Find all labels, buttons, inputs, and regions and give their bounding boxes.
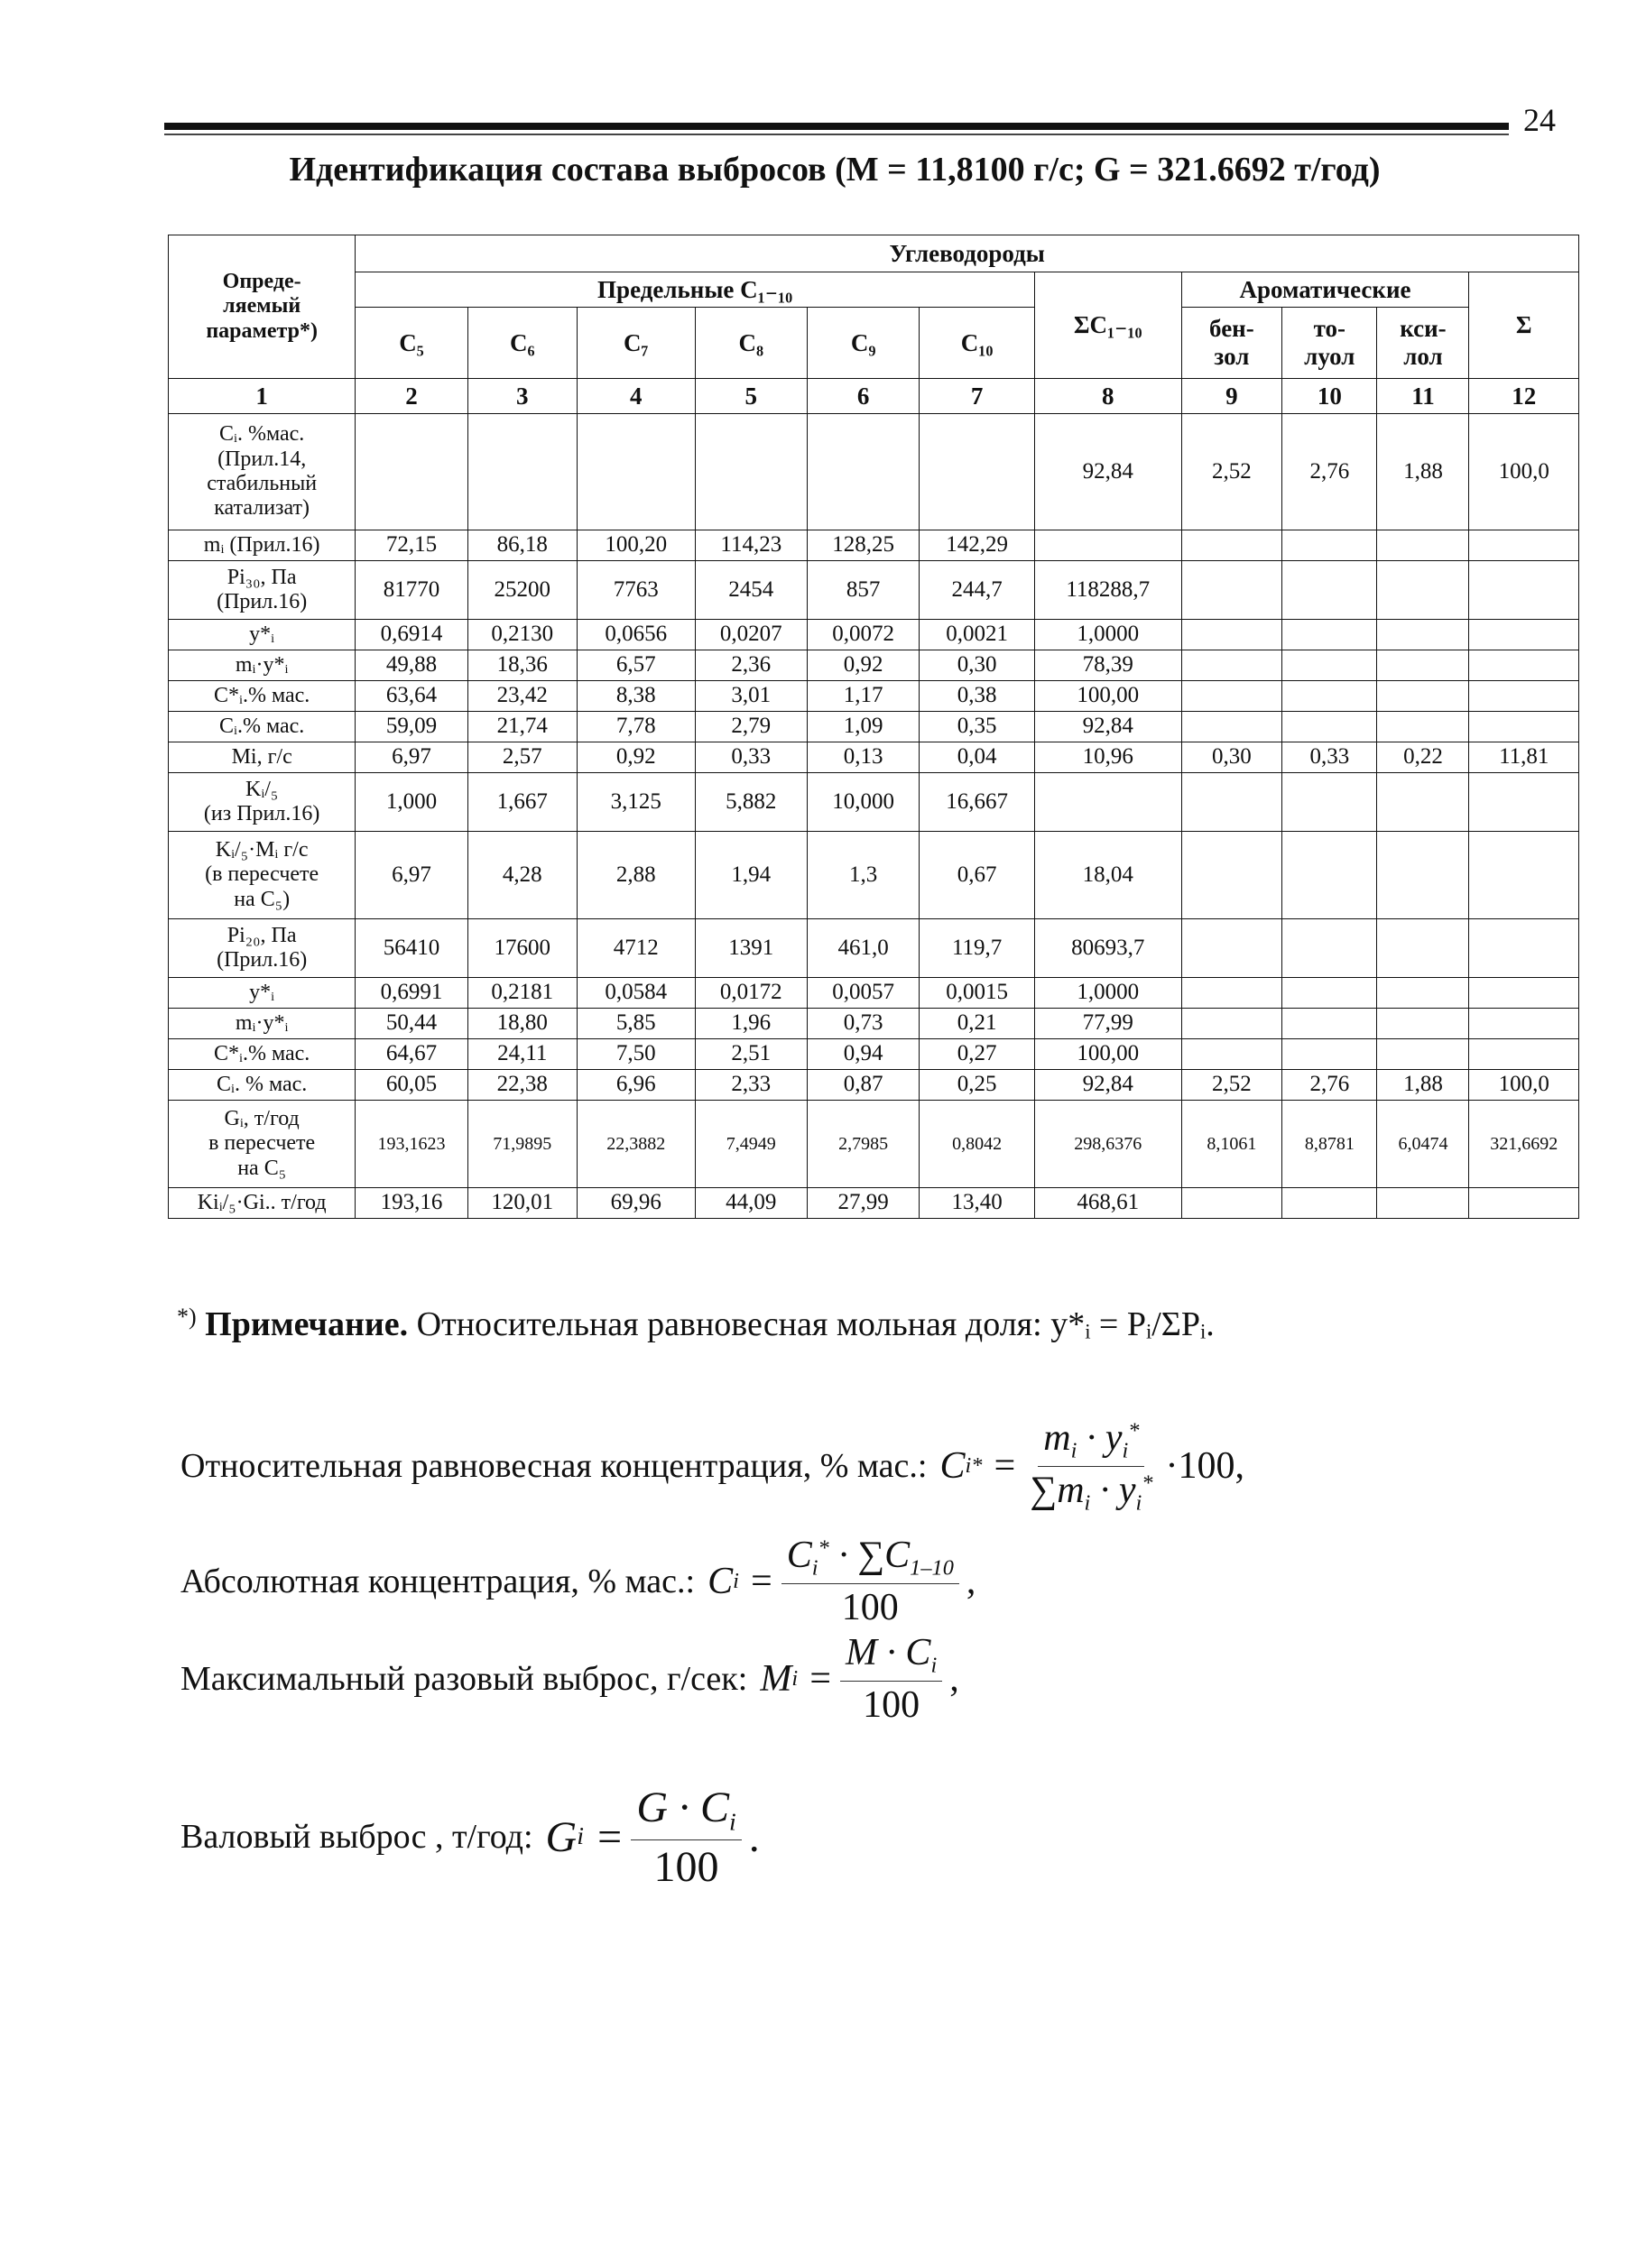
- table-cell: 8,38: [577, 681, 695, 712]
- table-cell: 114,23: [695, 530, 807, 561]
- limit-hydrocarbons-header: Предельные C₁₋₁₀: [356, 272, 1035, 308]
- table-cell: 0,0172: [695, 978, 807, 1009]
- row-parameter: Mi, г/с: [169, 742, 356, 773]
- table-cell: 0,0072: [807, 620, 919, 650]
- column-header-c10: C₁₀: [920, 308, 1035, 379]
- column-header-aromatic-3: кси- лол: [1377, 308, 1469, 379]
- table-row: [169, 650, 1579, 681]
- note-label: Примечание.: [205, 1305, 409, 1343]
- table-cell: [1282, 681, 1377, 712]
- table-row: [169, 620, 1579, 650]
- table-cell: 63,64: [356, 681, 467, 712]
- column-number: 7: [920, 379, 1035, 414]
- table-cell: 64,67: [356, 1039, 467, 1070]
- column-header-c7: C₇: [577, 308, 695, 379]
- table-cell: 298,6376: [1034, 1101, 1181, 1188]
- table-row: [169, 561, 1579, 620]
- formula-relative: [180, 1416, 1244, 1516]
- formula-max-denominator: 100: [863, 1683, 920, 1726]
- row-parameter: Cᵢ. %мас. (Прил.14, стабильный катализат): [169, 414, 356, 530]
- table-row: [169, 773, 1579, 832]
- formula-max-label: Максимальный разовый выброс, г/сек:: [180, 1659, 748, 1698]
- table-cell: 0,6991: [356, 978, 467, 1009]
- document-title: Идентификация состава выбросов (M = 11,8100 г/с; G = 321.6692 т/год): [289, 151, 1381, 189]
- table-cell: 7,50: [577, 1039, 695, 1070]
- table-cell: 16,667: [920, 773, 1035, 832]
- table-cell: 0,2130: [467, 620, 577, 650]
- table-cell: 50,44: [356, 1009, 467, 1039]
- table-cell: [1469, 530, 1579, 561]
- row-parameter: Cᵢ. % мас.: [169, 1070, 356, 1101]
- column-header-c9: C₉: [807, 308, 919, 379]
- table-cell: [467, 414, 577, 530]
- table-cell: 6,97: [356, 742, 467, 773]
- table-cell: 5,882: [695, 773, 807, 832]
- formula-max-expression: M i = $\frac{M \cdot C_i}{100}$ ,: [760, 1632, 959, 1726]
- table-cell: [1181, 650, 1282, 681]
- table-cell: [807, 414, 919, 530]
- table-cell: 11,81: [1469, 742, 1579, 773]
- table-cell: 0,73: [807, 1009, 919, 1039]
- table-cell: 0,35: [920, 712, 1035, 742]
- table-cell: [1377, 919, 1469, 978]
- table-cell: 27,99: [807, 1188, 919, 1219]
- column-number: 8: [1034, 379, 1181, 414]
- table-cell: 0,0015: [920, 978, 1035, 1009]
- table-cell: 244,7: [920, 561, 1035, 620]
- table-cell: [1377, 773, 1469, 832]
- table-cell: [1469, 561, 1579, 620]
- table-cell: 2,51: [695, 1039, 807, 1070]
- table-cell: 1,17: [807, 681, 919, 712]
- table-cell: [1282, 978, 1377, 1009]
- table-cell: 3,125: [577, 773, 695, 832]
- param-header-line-1: Опреде-: [222, 269, 301, 293]
- table-cell: 7763: [577, 561, 695, 620]
- column-number: 1: [169, 379, 356, 414]
- table-cell: 69,96: [577, 1188, 695, 1219]
- column-header-aromatic-1: бен- зол: [1181, 308, 1282, 379]
- table-cell: 0,38: [920, 681, 1035, 712]
- table-cell: [1469, 919, 1579, 978]
- table-row: [169, 1070, 1579, 1101]
- table-cell: 6,57: [577, 650, 695, 681]
- table-cell: 0,13: [807, 742, 919, 773]
- table-cell: 0,92: [577, 742, 695, 773]
- formula-gross-expression: G i = $\frac{G \cdot C_i}{100}$ .: [545, 1784, 760, 1891]
- column-number-row: [169, 379, 1579, 414]
- column-header-c5: C₅: [356, 308, 467, 379]
- table-cell: 0,0057: [807, 978, 919, 1009]
- table-cell: 10,96: [1034, 742, 1181, 773]
- table-cell: [920, 414, 1035, 530]
- table-cell: 0,87: [807, 1070, 919, 1101]
- table-cell: 1,0000: [1034, 978, 1181, 1009]
- column-number: 4: [577, 379, 695, 414]
- table-body: [169, 414, 1579, 1219]
- table-cell: 8,8781: [1282, 1101, 1377, 1188]
- column-number: 12: [1469, 379, 1579, 414]
- formula-absolute-fraction: $\frac{C_i^* \cdot \sum C_{1-10}}{100}$: [781, 1534, 959, 1629]
- table-cell: [1377, 530, 1469, 561]
- table-cell: 13,40: [920, 1188, 1035, 1219]
- table-cell: 0,25: [920, 1070, 1035, 1101]
- table-cell: [1282, 1009, 1377, 1039]
- table-cell: 18,04: [1034, 832, 1181, 919]
- formula-max-fraction: $\frac{M \cdot C_i}{100}$: [840, 1631, 942, 1727]
- table-cell: 0,0207: [695, 620, 807, 650]
- table-cell: 1,88: [1377, 414, 1469, 530]
- table-cell: 1,0000: [1034, 620, 1181, 650]
- note-line: [177, 1303, 1530, 1346]
- table-cell: 2,79: [695, 712, 807, 742]
- table-cell: 2454: [695, 561, 807, 620]
- table-cell: 71,9895: [467, 1101, 577, 1188]
- row-parameter: mᵢ·y*ᵢ: [169, 1009, 356, 1039]
- table-cell: 7,78: [577, 712, 695, 742]
- table-cell: [1282, 712, 1377, 742]
- table-cell: 2,52: [1181, 1070, 1282, 1101]
- table-cell: [1181, 620, 1282, 650]
- table-cell: 193,1623: [356, 1101, 467, 1188]
- formula-relative-label: Относительная равновесная концентрация, % мас.:: [180, 1447, 928, 1486]
- table-cell: [1377, 832, 1469, 919]
- table-cell: 0,04: [920, 742, 1035, 773]
- table-cell: [1181, 919, 1282, 978]
- table-cell: 0,30: [1181, 742, 1282, 773]
- table-cell: 6,0474: [1377, 1101, 1469, 1188]
- formula-gross-fraction: $\frac{G \cdot C_i}{100}$: [631, 1783, 741, 1892]
- table-cell: [1377, 620, 1469, 650]
- table-row: [169, 1188, 1579, 1219]
- formula-absolute-label: Абсолютная концентрация, % мас.:: [180, 1562, 696, 1600]
- table-cell: [1181, 773, 1282, 832]
- table-cell: 100,00: [1034, 681, 1181, 712]
- table-cell: 3,01: [695, 681, 807, 712]
- table-cell: 23,42: [467, 681, 577, 712]
- table-cell: 8,1061: [1181, 1101, 1282, 1188]
- table-cell: [1377, 1188, 1469, 1219]
- table-cell: [1181, 1009, 1282, 1039]
- param-header-line-2: ляемый: [223, 294, 301, 318]
- table-cell: 17600: [467, 919, 577, 978]
- formula-relative-expression: C i * = $\frac{m_i \cdot y_i^*}{\sum m_i \cdot y_i^*}$ ·100,: [939, 1417, 1244, 1516]
- table-cell: 0,21: [920, 1009, 1035, 1039]
- table-cell: 2,57: [467, 742, 577, 773]
- table-cell: [1282, 530, 1377, 561]
- table-cell: [1377, 681, 1469, 712]
- column-number: 2: [356, 379, 467, 414]
- table-cell: 2,52: [1181, 414, 1282, 530]
- column-number: 11: [1377, 379, 1469, 414]
- table-cell: [695, 414, 807, 530]
- table-row: [169, 1101, 1579, 1188]
- table-cell: [1181, 681, 1282, 712]
- row-parameter: Pi₂₀, Па (Прил.16): [169, 919, 356, 978]
- table-cell: 1,3: [807, 832, 919, 919]
- table-cell: 22,3882: [577, 1101, 695, 1188]
- table-cell: [1282, 650, 1377, 681]
- table-cell: 120,01: [467, 1188, 577, 1219]
- table-cell: [1469, 978, 1579, 1009]
- table-cell: [1377, 1009, 1469, 1039]
- row-parameter: Kᵢ/₅·Mᵢ г/с (в пересчете на C₅): [169, 832, 356, 919]
- table-cell: 81770: [356, 561, 467, 620]
- row-parameter: Kiᵢ/₅·Gi.. т/год: [169, 1188, 356, 1219]
- table-cell: [1282, 1188, 1377, 1219]
- table-cell: 5,85: [577, 1009, 695, 1039]
- table-cell: 18,36: [467, 650, 577, 681]
- table-cell: 118288,7: [1034, 561, 1181, 620]
- table-cell: [1181, 712, 1282, 742]
- table-cell: 100,0: [1469, 1070, 1579, 1101]
- table-row: [169, 712, 1579, 742]
- row-parameter: C*ᵢ.% мас.: [169, 681, 356, 712]
- table-row: [169, 919, 1579, 978]
- table-cell: 7,4949: [695, 1101, 807, 1188]
- table-row: [169, 832, 1579, 919]
- table-cell: [577, 414, 695, 530]
- row-parameter: mᵢ·y*ᵢ: [169, 650, 356, 681]
- formula-max: [180, 1631, 959, 1727]
- row-parameter: Gᵢ, т/год в пересчете на C₅: [169, 1101, 356, 1188]
- table-cell: 0,22: [1377, 742, 1469, 773]
- table-cell: 56410: [356, 919, 467, 978]
- table-cell: [1181, 1188, 1282, 1219]
- table-cell: [1469, 1009, 1579, 1039]
- table-cell: 92,84: [1034, 414, 1181, 530]
- row-parameter: Kᵢ/₅ (из Прил.16): [169, 773, 356, 832]
- table-cell: 60,05: [356, 1070, 467, 1101]
- table-cell: 857: [807, 561, 919, 620]
- table-cell: [1469, 1039, 1579, 1070]
- table-cell: 0,33: [1282, 742, 1377, 773]
- table-cell: [1282, 773, 1377, 832]
- table-cell: 49,88: [356, 650, 467, 681]
- table-row: [169, 978, 1579, 1009]
- table-cell: [1181, 530, 1282, 561]
- table-cell: 44,09: [695, 1188, 807, 1219]
- table-cell: 142,29: [920, 530, 1035, 561]
- table-cell: [1377, 1039, 1469, 1070]
- table-cell: 0,30: [920, 650, 1035, 681]
- table-cell: 2,33: [695, 1070, 807, 1101]
- column-number: 5: [695, 379, 807, 414]
- page-number: 24: [1523, 102, 1556, 138]
- column-header-c6: C₆: [467, 308, 577, 379]
- top-rule-thin: [164, 134, 1509, 135]
- table-cell: 2,36: [695, 650, 807, 681]
- sum-header: Σ: [1469, 272, 1579, 379]
- row-parameter: y*ᵢ: [169, 620, 356, 650]
- table-cell: [1377, 712, 1469, 742]
- table-cell: 193,16: [356, 1188, 467, 1219]
- table-cell: 2,76: [1282, 414, 1377, 530]
- emissions-table: [168, 235, 1579, 1219]
- table-cell: 59,09: [356, 712, 467, 742]
- note-text: Относительная равновесная мольная доля: y*ᵢ = Pᵢ/ΣPᵢ.: [416, 1305, 1215, 1343]
- table-cell: 1,96: [695, 1009, 807, 1039]
- table-cell: 0,0656: [577, 620, 695, 650]
- table-cell: [1469, 712, 1579, 742]
- row-parameter: y*ᵢ: [169, 978, 356, 1009]
- param-header-line-3: параметр*): [206, 318, 318, 343]
- table-cell: 72,15: [356, 530, 467, 561]
- table-cell: 461,0: [807, 919, 919, 978]
- table-row: [169, 530, 1579, 561]
- table-cell: [1469, 832, 1579, 919]
- table-row: [169, 681, 1579, 712]
- table-cell: [356, 414, 467, 530]
- table-cell: 100,20: [577, 530, 695, 561]
- table-cell: [1377, 978, 1469, 1009]
- table-cell: 321,6692: [1469, 1101, 1579, 1188]
- table-cell: [1282, 832, 1377, 919]
- notes-section: [177, 1303, 1530, 1346]
- column-header-row: [169, 308, 1579, 379]
- aromatic-header: Ароматические: [1181, 272, 1469, 308]
- table-row: [169, 414, 1579, 530]
- formula-absolute: [180, 1534, 976, 1629]
- table-cell: 1,09: [807, 712, 919, 742]
- table-cell: 0,33: [695, 742, 807, 773]
- hydrocarbons-header: Углеводороды: [356, 235, 1579, 272]
- table-cell: [1469, 1188, 1579, 1219]
- column-header-c8: C₈: [695, 308, 807, 379]
- table-cell: 86,18: [467, 530, 577, 561]
- table-cell: [1377, 650, 1469, 681]
- table-cell: 0,2181: [467, 978, 577, 1009]
- table-cell: 80693,7: [1034, 919, 1181, 978]
- table-cell: 128,25: [807, 530, 919, 561]
- table-cell: 2,76: [1282, 1070, 1377, 1101]
- table-cell: 468,61: [1034, 1188, 1181, 1219]
- column-number: 9: [1181, 379, 1282, 414]
- table-cell: 92,84: [1034, 712, 1181, 742]
- row-parameter: Pi₃₀, Па (Прил.16): [169, 561, 356, 620]
- column-header-aromatic-2: то- луол: [1282, 308, 1377, 379]
- table-cell: 25200: [467, 561, 577, 620]
- table-cell: 78,39: [1034, 650, 1181, 681]
- table-cell: 22,38: [467, 1070, 577, 1101]
- row-parameter: mᵢ (Прил.16): [169, 530, 356, 561]
- table-cell: 0,6914: [356, 620, 467, 650]
- formula-gross: [180, 1783, 760, 1892]
- table-cell: 1,88: [1377, 1070, 1469, 1101]
- table-cell: [1282, 1039, 1377, 1070]
- formula-relative-fraction: $\frac{m_i \cdot y_i^*}{\sum m_i \cdot y_i^*}$: [1030, 1417, 1153, 1516]
- table-cell: [1469, 773, 1579, 832]
- table-cell: [1377, 561, 1469, 620]
- row-parameter: C*ᵢ.% мас.: [169, 1039, 356, 1070]
- param-header: [169, 235, 356, 379]
- table-cell: 77,99: [1034, 1009, 1181, 1039]
- table-cell: 4,28: [467, 832, 577, 919]
- table-cell: 6,96: [577, 1070, 695, 1101]
- table-cell: 0,0021: [920, 620, 1035, 650]
- table-cell: 0,27: [920, 1039, 1035, 1070]
- table-cell: 1,667: [467, 773, 577, 832]
- table-cell: 2,88: [577, 832, 695, 919]
- table-cell: [1282, 620, 1377, 650]
- table-cell: [1282, 919, 1377, 978]
- formula-gross-denominator: 100: [653, 1842, 719, 1891]
- sum-c-header: ΣC₁₋₁₀: [1034, 272, 1181, 379]
- table-cell: [1181, 978, 1282, 1009]
- table-cell: 0,67: [920, 832, 1035, 919]
- table-cell: 2,7985: [807, 1101, 919, 1188]
- column-number: 3: [467, 379, 577, 414]
- table-cell: 21,74: [467, 712, 577, 742]
- table-row: [169, 742, 1579, 773]
- table-cell: [1469, 681, 1579, 712]
- table-cell: [1469, 620, 1579, 650]
- table-row: [169, 1009, 1579, 1039]
- table-cell: [1469, 650, 1579, 681]
- table-cell: 10,000: [807, 773, 919, 832]
- note-star: *): [177, 1304, 197, 1330]
- table-cell: 1,000: [356, 773, 467, 832]
- table-cell: 0,0584: [577, 978, 695, 1009]
- table-cell: 100,0: [1469, 414, 1579, 530]
- table-cell: 0,8042: [920, 1101, 1035, 1188]
- row-parameter: Cᵢ.% мас.: [169, 712, 356, 742]
- table-cell: [1181, 1039, 1282, 1070]
- table-cell: 0,94: [807, 1039, 919, 1070]
- table-cell: 18,80: [467, 1009, 577, 1039]
- table-row: [169, 1039, 1579, 1070]
- table-cell: 119,7: [920, 919, 1035, 978]
- formula-absolute-denominator: 100: [841, 1586, 899, 1628]
- table-cell: [1034, 773, 1181, 832]
- formula-gross-label: Валовый выброс , т/год:: [180, 1818, 533, 1857]
- table-cell: [1034, 530, 1181, 561]
- table-cell: 4712: [577, 919, 695, 978]
- table-cell: 24,11: [467, 1039, 577, 1070]
- table-cell: 1,94: [695, 832, 807, 919]
- table-cell: 1391: [695, 919, 807, 978]
- table-cell: 6,97: [356, 832, 467, 919]
- table-cell: [1282, 561, 1377, 620]
- top-rule: [164, 123, 1509, 130]
- formula-absolute-expression: C i = $\frac{C_i^* \cdot \sum C_{1-10}}{100}$ ,: [707, 1535, 976, 1628]
- column-number: 10: [1282, 379, 1377, 414]
- table-cell: 0,92: [807, 650, 919, 681]
- table-cell: [1181, 561, 1282, 620]
- table-cell: 92,84: [1034, 1070, 1181, 1101]
- table-cell: [1181, 832, 1282, 919]
- table-cell: 100,00: [1034, 1039, 1181, 1070]
- column-number: 6: [807, 379, 919, 414]
